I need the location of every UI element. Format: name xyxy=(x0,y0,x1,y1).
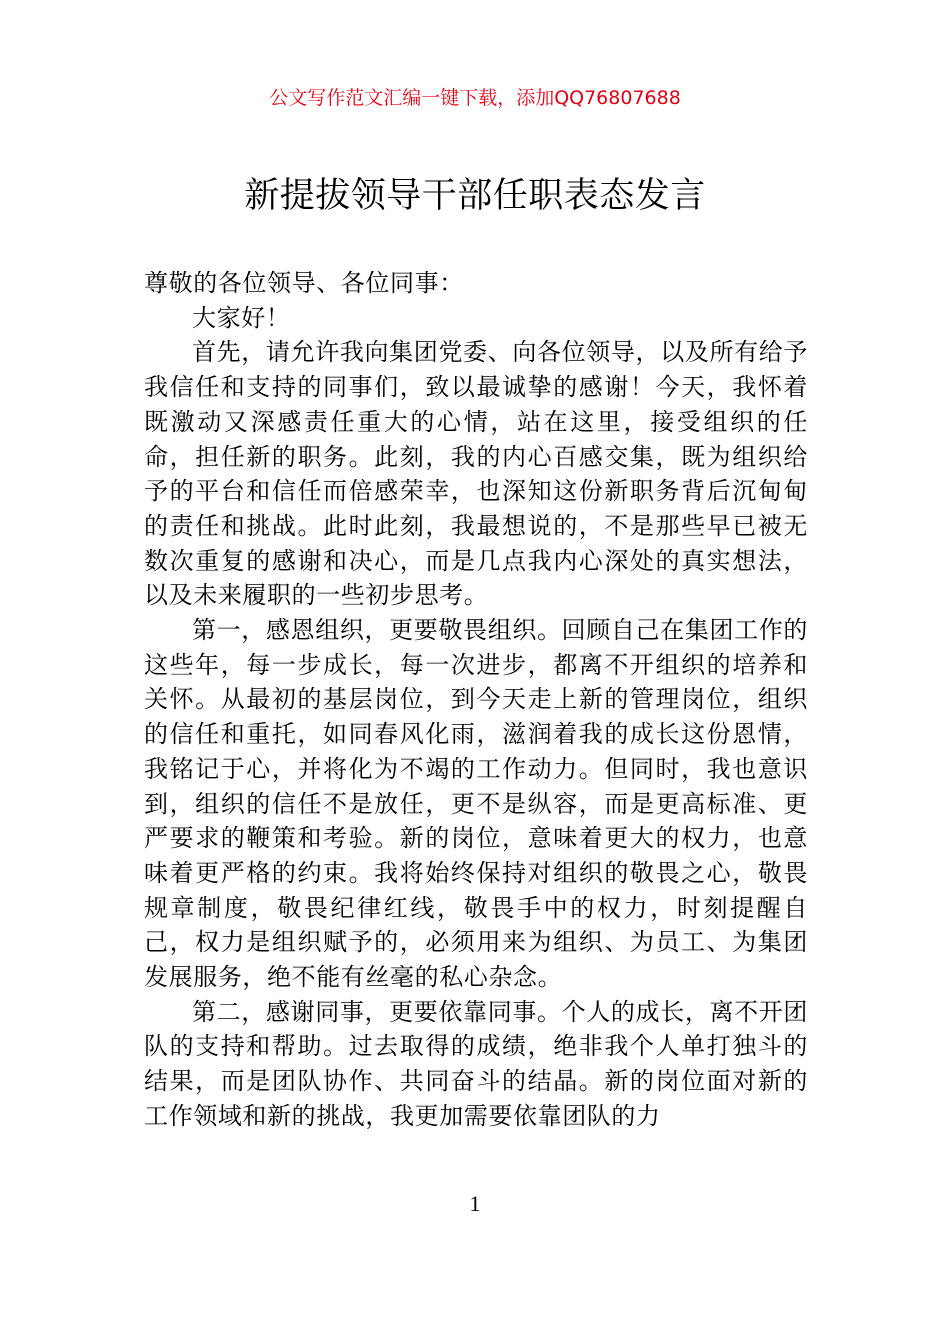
salutation: 尊敬的各位领导、各位同事： xyxy=(144,269,464,297)
page-number: 1 xyxy=(469,1191,481,1216)
paragraph-opening: 首先，请允许我向集团党委、向各位领导，以及所有给予我信任和支持的同事们，致以最诚挚的感谢！今天，我怀着既激动又深感责任重大的心情，站在这里，接受组织的任命，担任新的职务。此刻，我的内心百感交集，既为组织给予的平台和信任而倍感荣幸，也深知这份新职务背后沉甸甸的责任和挑战。此时此刻，我最想说的，不是那些早已被无数次重复的感谢和决心，而是几点我内心深处的真实想法，以及未来履职的一些初步思考。 xyxy=(144,338,808,610)
greeting: 大家好！ xyxy=(192,303,291,332)
paragraph-second-point: 第二，感谢同事，更要依靠同事。个人的成长，离不开团队的支持和帮助。过去取得的成绩，绝非我个人单打独斗的结果，而是团队协作、共同奋斗的结晶。新的岗位面对新的工作领域和新的挑战，我更加需要依靠团队的力 xyxy=(144,997,808,1130)
header-download-note: 公文写作范文汇编一键下载，添加QQ76807688 xyxy=(269,87,681,109)
document-title: 新提拔领导干部任职表态发言 xyxy=(244,176,706,216)
document-body xyxy=(144,266,808,1134)
paragraph-first-point: 第一，感恩组织，更要敬畏组织。回顾自己在集团工作的这些年，每一步成长，每一次进步，都离不开组织的培养和关怀。从最初的基层岗位，到今天走上新的管理岗位，组织的信任和重托，如同春风化雨，滋润着我的成长这份恩情，我铭记于心，并将化为不竭的工作动力。但同时，我也意识到，组织的信任不是放任，更不是纵容，而是更高标准、更严要求的鞭策和考验。新的岗位，意味着更大的权力，也意味着更严格的约束。我将始终保持对组织的敬畏之心，敬畏规章制度，敬畏纪律红线，敬畏手中的权力，时刻提醒自己，权力是组织赋予的，必须用来为组织、为员工、为集团发展服务，绝不能有丝毫的私心杂念。 xyxy=(144,616,808,992)
